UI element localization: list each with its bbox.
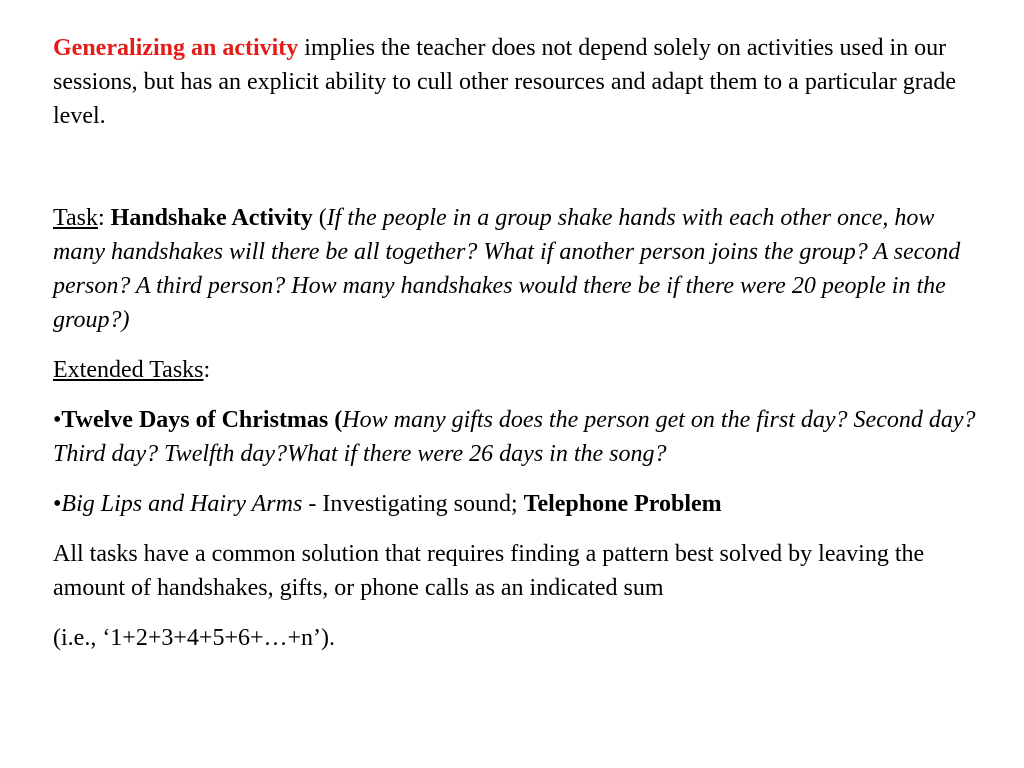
bullet-twelve-days bbox=[53, 403, 988, 471]
bullet-marker: • bbox=[53, 407, 62, 433]
bullet-extra-title: Telephone Problem bbox=[523, 491, 722, 517]
bullet-marker: • bbox=[53, 491, 62, 517]
slide-content bbox=[53, 31, 988, 671]
intro-paragraph bbox=[53, 31, 988, 133]
extended-tasks-heading bbox=[53, 353, 988, 387]
task-open-paren: ( bbox=[312, 205, 327, 231]
task-description: If the people in a group shake hands with each other once, how many handshakes will there be all together? What if another person joins the group? A second person? A third person? How many handshakes would there be if there were 20 people in the group?) bbox=[53, 205, 961, 333]
task-label: Task bbox=[53, 205, 98, 231]
task-paragraph bbox=[53, 201, 988, 337]
intro-text: implies the teacher does not depend solely on activities used in our sessions, but has an explicit ability to cull other resources and adapt them to a particular grade level. bbox=[53, 35, 957, 129]
bullet-description: How many gifts does the person get on the first day? Second day? Third day? Twelfth day?What if there were 26 days in the song? bbox=[53, 407, 976, 467]
bullet-title: Big Lips and Hairy Arms bbox=[61, 491, 303, 517]
bullet-middle-text: - Investigating sound; bbox=[302, 491, 524, 517]
formula-paragraph: (i.e., ‘1+2+3+4+5+6+…+n’). bbox=[53, 625, 336, 651]
task-colon: : bbox=[97, 205, 111, 231]
extended-label: Extended Tasks bbox=[53, 357, 204, 383]
bullet-open-paren: ( bbox=[328, 407, 343, 433]
extended-colon: : bbox=[203, 357, 211, 383]
intro-highlight: Generalizing an activity bbox=[53, 35, 299, 61]
task-title: Handshake Activity bbox=[110, 205, 313, 231]
bullet-big-lips bbox=[53, 487, 988, 521]
bullet-title: Twelve Days of Christmas bbox=[61, 407, 329, 433]
conclusion-paragraph: All tasks have a common solution that requires finding a pattern best solved by leaving the amount of handshakes, gifts, or phone calls as an indicated sum bbox=[53, 541, 925, 601]
